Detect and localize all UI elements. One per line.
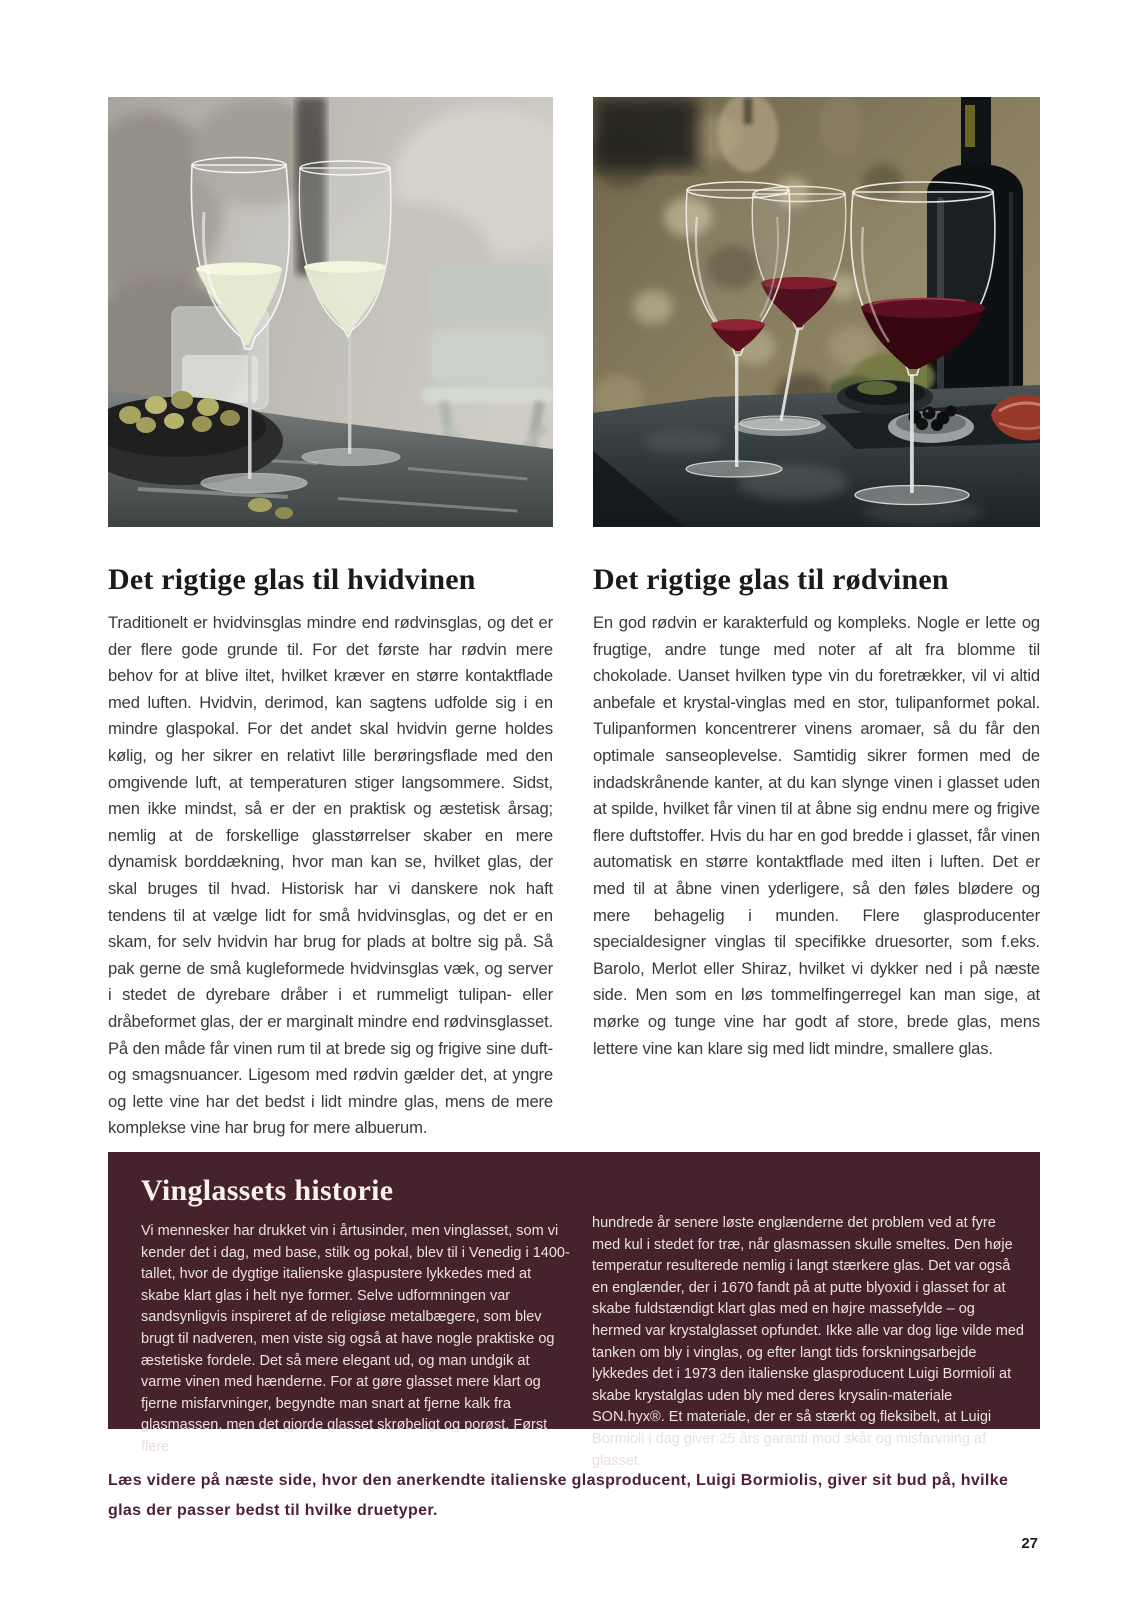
- red-wine-photo-art: [593, 97, 1040, 527]
- article-hvidvin: [108, 562, 553, 1142]
- history-box: [108, 1152, 1040, 1469]
- history-box-text-1: Vi mennesker har drukket vin i årtusinder, men vinglasset, som vi kender det i dag, med base, stilk og pokal, blev til i Venedig i 1400-tallet, hvor de dygtige italienske glaspustere lykkedes med at skabe klart glas i helt nye former. Selve udformningen var sandsynligvis inspireret af de religiøse metalbægere, som blev brugt til nadveren, men viste sig også at have nogle praktiske og æstetiske fordele. Det så mere elegant ud, og man undgik at varme vinen med hænderne. For at gøre glasset mere klart og fjerne misfarvninger, begyndte man snart at fjerne kalk fra glasmassen, men det gjorde glasset skrøbeligt og porøst. Først flere: [141, 1223, 570, 1455]
- history-box-column-1: [141, 1174, 573, 1459]
- page-number: 27: [1021, 1535, 1038, 1552]
- white-wine-photo-art: [108, 97, 553, 527]
- next-page-teaser: Læs videre på næste side, hvor den anerkendte italienske glasproducent, Luigi Bormiolis, giver sit bud på, hvilke glas der passer bedst til hvilke druetyper.: [108, 1472, 1009, 1519]
- article-roedvin-heading: Det rigtige glas til rødvinen: [593, 563, 949, 596]
- article-hvidvin-body: Traditionelt er hvidvinsglas mindre end rødvinsglas, og det er der flere gode grunde til. For det første har rødvin mere behov for at blive iltet, hvilket kræver en større kontaktflade med luften. Hvidvin, derimod, kan sagtens udfolde sig i en mindre glaspokal. For det andet skal hvidvin gerne holdes kølig, og her sikrer en relativt lille berøringsflade med den omgivende luft, at temperaturen stiger langsommere. Sidst, men ikke mindst, så er der en praktisk og æstetisk årsag; nemlig at de forskellige glasstørrelser skaber en mere dynamisk borddækning, hvor man kan se, hvilket glas, der skal bruges til hvad. Historisk har vi danskere nok haft tendens til at vælge lidt for små hvidvinsglas, og det er en skam, for selv hvidvin har brug for plads at boltre sig på. Så pak gerne de små kugleformede hvidvinsglas væk, og server i stedet de dyrebare dråber i et rummeligt tulipan- eller dråbeformet glas, der er marginalt mindre end rødvinsglasset. På den måde får vinen rum til at brede sig og frigive sine duft- og smagsnuancer. Ligesom med rødvin gælder det, at yngre og lette vine har det bedst i lidt mindre glas, mens de mere komplekse vine har brug for mere albuerum.: [108, 613, 553, 1138]
- red-wine-photo: [593, 97, 1040, 527]
- history-box-column-2: [592, 1213, 1028, 1472]
- white-wine-photo: [108, 97, 553, 527]
- history-box-heading: Vinglassets historie: [141, 1174, 394, 1207]
- article-roedvin-body: En god rødvin er karakterfuld og kompleks. Nogle er lette og frugtige, andre tunge med noter af alt fra blomme til chokolade. Uanset hvilken type vin du foretrækker, vil vi altid anbefale et krystal-vinglas med en stor, tulipanformet pokal. Tulipanformen koncentrerer vinens aromaer, så du får den optimale sanseoplevelse. Samtidig sikrer formen med de indadskrånende kanter, at du kan slynge vinen i glasset uden at spilde, hvilket får vinen til at åbne sig endnu mere og frigive flere duftstoffer. Hvis du har en god bredde i glasset, får vinen automatisk en større kontaktflade med ilten i luften. Det er med til at åbne vinen yderligere, så den føles blødere og mere behagelig i munden. Flere glasproducenter specialdesigner vinglas til specifikke druesorter, som f.eks. Barolo, Merlot eller Shiraz, hvilket vi dykker ned i på næste side. Men som en løs tommelfingerregel kan man sige, at mørke og tunge vine har godt af store, brede glas, mens lettere vine kan klare sig med lidt mindre, smallere glas.: [593, 613, 1040, 1058]
- article-hvidvin-heading: Det rigtige glas til hvidvinen: [108, 563, 476, 596]
- history-box-text-2: hundrede år senere løste englænderne det problem ved at fyre med kul i stedet for træ, når glasmassen skulle smeltes. Den høje temperatur resulterede nemlig i langt stærkere glas. Det var også en englænder, der i 1670 fandt på at putte blyoxid i glasset for at skabe fuldstændigt klart glas med en højre massefylde – og hermed var krystalglasset opfundet. Ikke alle var dog lige vilde med tanken om bly i vinglas, og efter langt tids forskningsarbejde lykkedes det i 1973 den italienske glasproducent Luigi Bormioli at skabe krystalglas uden bly med deres krysalin-materiale SON.hyx®. Et materiale, der er så stærkt og fleksibelt, at Luigi Bormioli i dag giver 25 års garanti mod skår og misfarvning af glasset.: [592, 1215, 1024, 1469]
- article-roedvin: [593, 562, 1040, 1062]
